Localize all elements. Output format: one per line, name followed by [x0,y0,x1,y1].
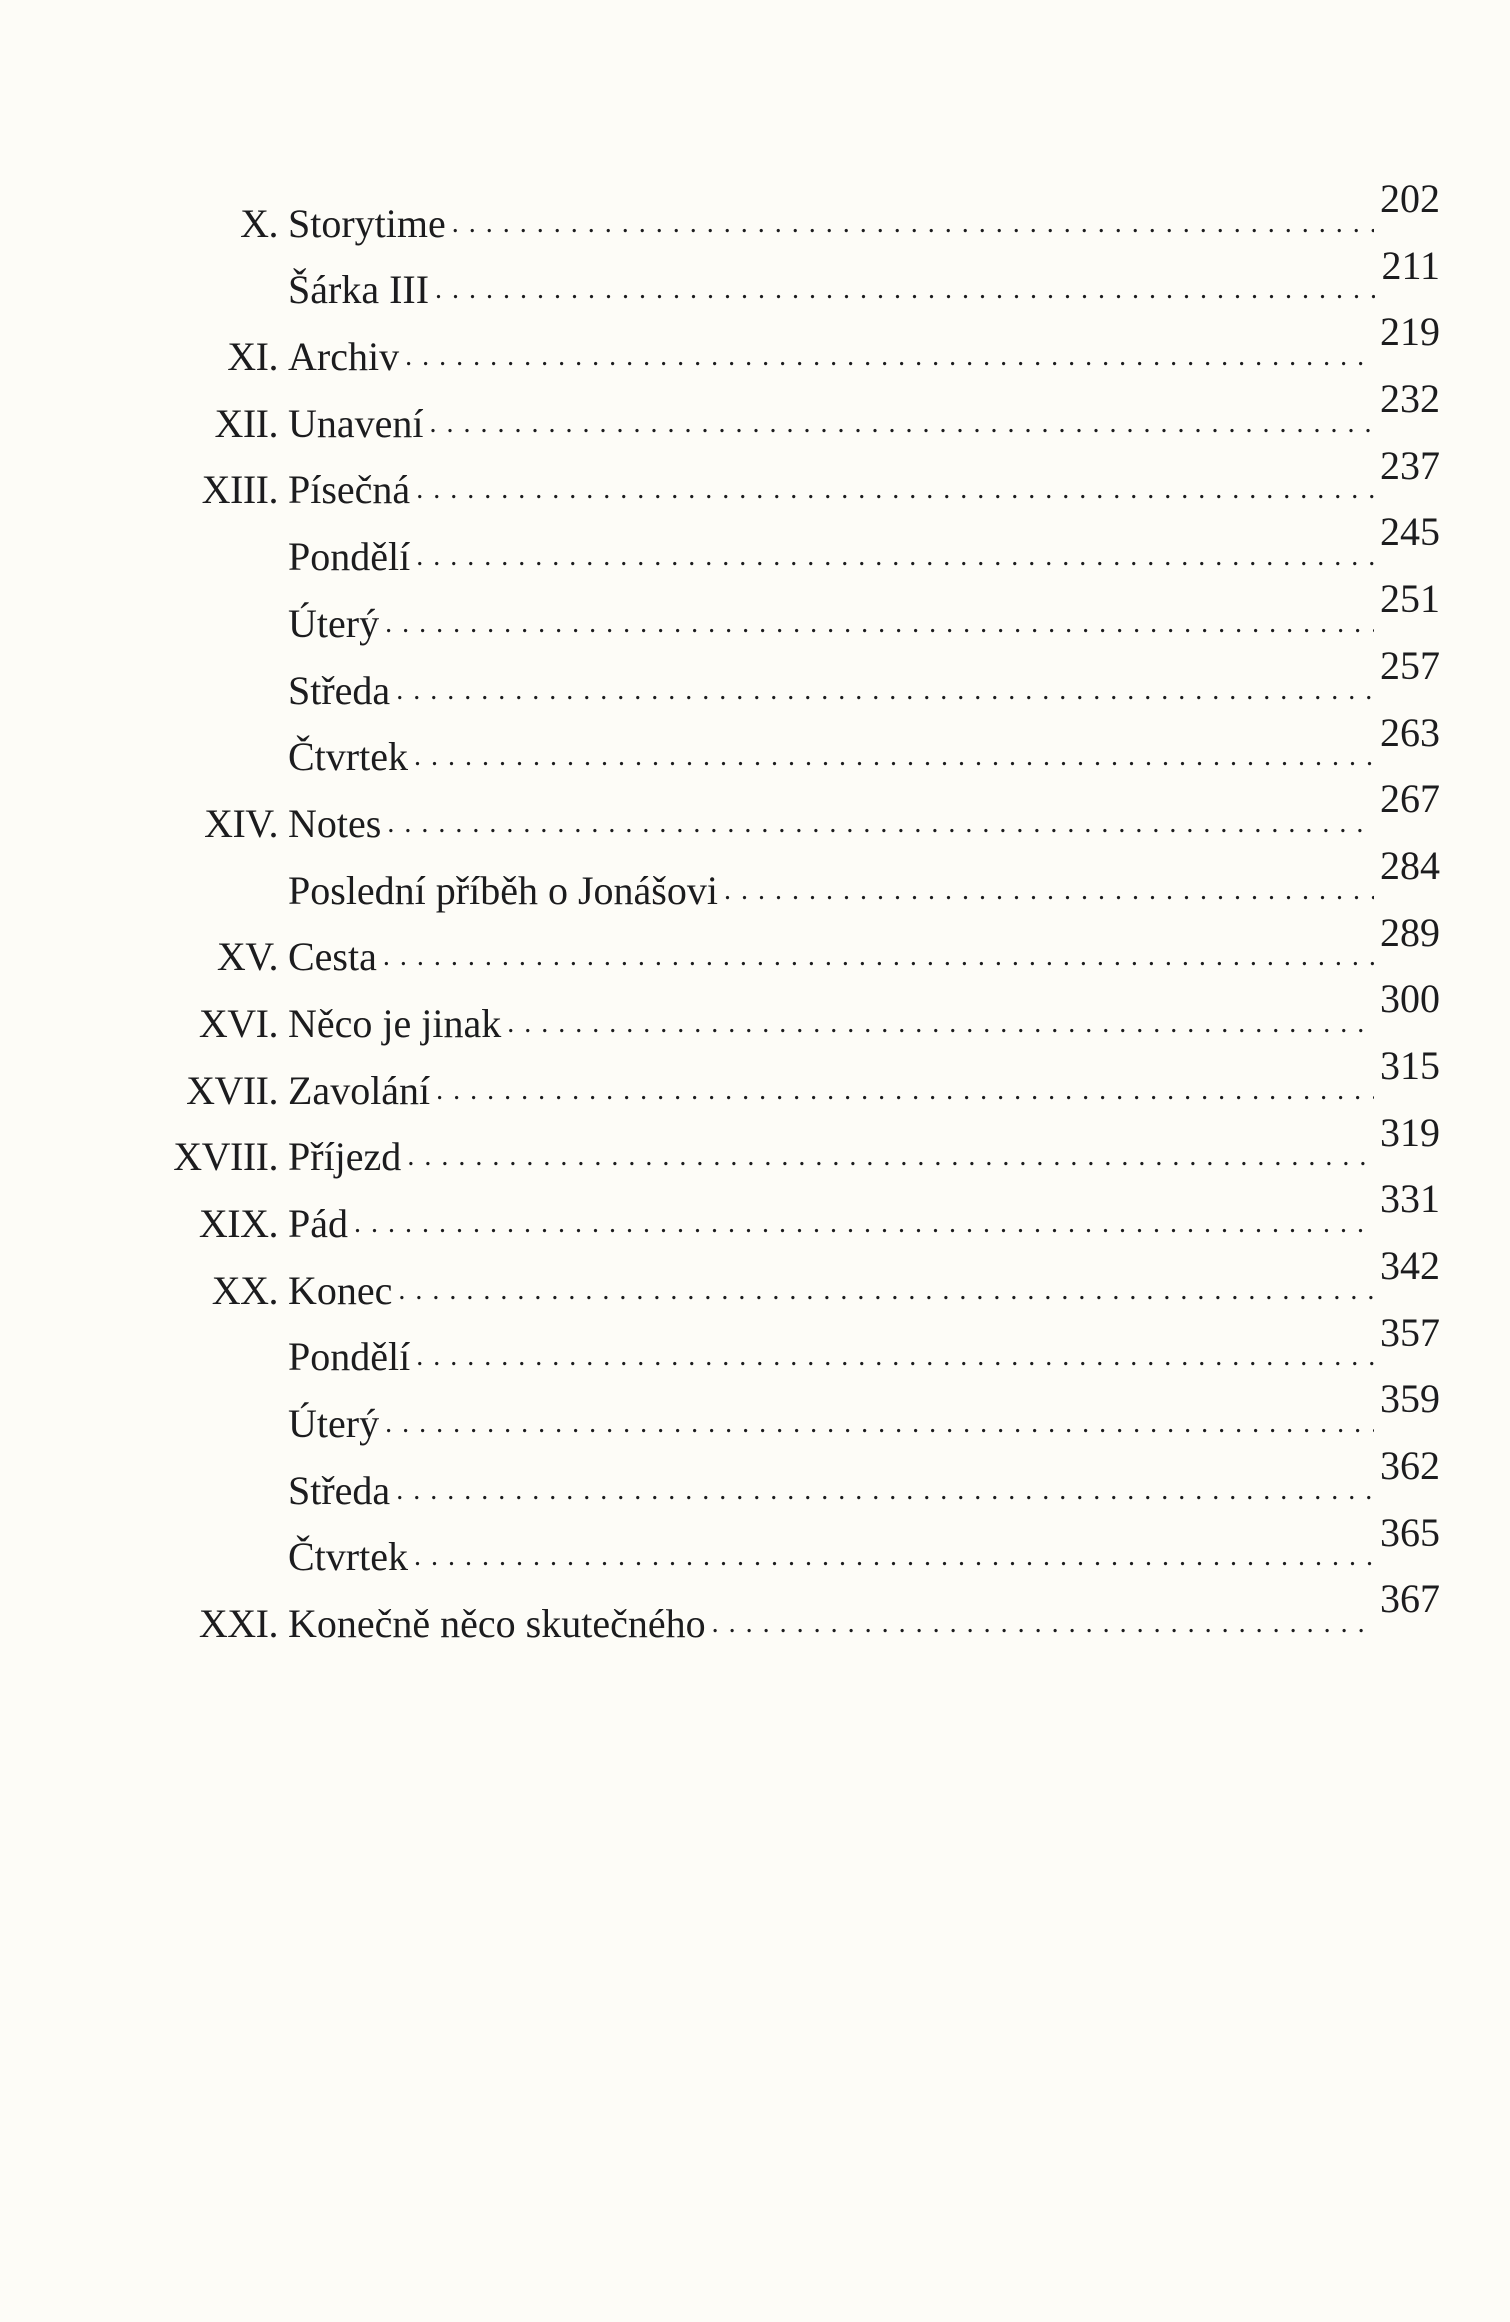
page-number: 359 [1380,1376,1440,1422]
toc-entry [150,842,1440,914]
page-number: 331 [1380,1176,1440,1222]
dot-leader [430,401,1374,447]
chapter-title: Archiv [288,334,400,380]
toc-entry [150,1243,1440,1314]
toc-entry [150,376,1440,447]
chapter-number: XI. [227,334,278,380]
dot-leader [436,1068,1374,1114]
chapter-title: Storytime [288,200,446,246]
chapter-title: Pád [288,1201,348,1246]
chapter-title: Notes [288,800,382,846]
toc-entry [150,909,1440,981]
toc-entry [150,1376,1440,1447]
toc-entry [150,1443,1440,1514]
chapter-title: Čtvrtek [288,1534,408,1580]
toc-entry [150,1176,1440,1247]
dot-leader [452,201,1374,247]
dot-leader [507,1001,1374,1047]
chapter-number: XVII. [186,1067,278,1113]
page-number: 257 [1380,642,1440,688]
page-number: 319 [1380,1109,1440,1155]
dot-leader [435,267,1375,313]
toc-entry [150,1309,1440,1381]
chapter-number: XVI. [198,1000,278,1046]
dot-leader [383,934,1374,980]
dot-leader [405,334,1374,380]
page-number: 245 [1380,509,1440,555]
dot-leader [416,534,1374,580]
dot-leader [398,1268,1374,1314]
toc-entry [150,442,1440,514]
chapter-title: Šárka III [288,267,430,313]
chapter-number: XIX. [198,1201,278,1246]
toc-entry [150,1576,1440,1647]
toc-entry [150,1109,1440,1181]
dot-leader [385,1401,1374,1447]
chapter-number: XVIII. [173,1134,278,1180]
chapter-number: XII. [214,400,278,446]
chapter-title: Příjezd [288,1134,402,1180]
chapter-number: XX. [211,1267,278,1313]
chapter-title: Něco je jinak [288,1000,502,1046]
chapter-title: Unavení [288,400,424,446]
chapter-title: Středa [288,667,391,713]
page-number: 362 [1380,1443,1440,1489]
page-number: 251 [1380,576,1440,622]
page-number: 219 [1380,309,1440,355]
chapter-title: Středa [288,1467,391,1513]
dot-leader [416,467,1374,513]
page-number: 315 [1380,1042,1440,1088]
page-number: 232 [1380,376,1440,422]
toc-entry [150,576,1440,647]
dot-leader [354,1201,1374,1247]
chapter-title: Cesta [288,934,377,980]
chapter-title: Pondělí [288,1334,411,1380]
page-number: 237 [1380,442,1440,488]
chapter-title: Poslední příběh o Jonášovi [288,867,718,913]
toc-entry [150,309,1440,380]
chapter-title: Konečně něco skutečného [288,1601,706,1647]
chapter-number: XIV. [204,800,278,846]
chapter-title: Zavolání [288,1067,431,1113]
chapter-number: XIII. [201,467,278,513]
dot-leader [724,868,1374,914]
chapter-number: XXI. [198,1601,278,1647]
chapter-title: Čtvrtek [288,734,408,780]
chapter-title: Konec [288,1267,393,1313]
toc-entry [150,776,1440,847]
toc-entry [150,976,1440,1047]
toc-entry [150,709,1440,781]
page-number: 284 [1380,842,1440,888]
page-number: 211 [1381,242,1440,288]
page-number: 202 [1380,176,1440,221]
dot-leader [414,734,1374,780]
dot-leader [712,1601,1374,1647]
page-number: 367 [1380,1576,1440,1622]
page-number: 263 [1380,709,1440,755]
dot-leader [396,668,1374,714]
toc-entry [150,242,1440,314]
page-number: 300 [1380,976,1440,1022]
page-number: 267 [1380,776,1440,822]
table-of-contents [150,176,1440,1647]
page-number: 289 [1380,909,1440,955]
dot-leader [387,801,1374,847]
toc-entry [150,1042,1440,1114]
dot-leader [414,1534,1374,1580]
page-number: 342 [1380,1243,1440,1288]
page-number: 365 [1380,1509,1440,1555]
chapter-number: XV. [216,934,278,980]
chapter-title: Pondělí [288,534,411,580]
toc-entry [150,642,1440,714]
chapter-number: X. [240,200,278,246]
dot-leader [416,1334,1374,1380]
chapter-title: Úterý [288,600,380,646]
toc-entry [150,509,1440,580]
dot-leader [407,1134,1374,1180]
toc-entry [150,1509,1440,1581]
dot-leader [396,1468,1374,1514]
toc-entry [150,176,1440,247]
chapter-title: Písečná [288,467,411,513]
chapter-title: Úterý [288,1401,380,1447]
dot-leader [385,601,1374,647]
page-number: 357 [1380,1309,1440,1355]
